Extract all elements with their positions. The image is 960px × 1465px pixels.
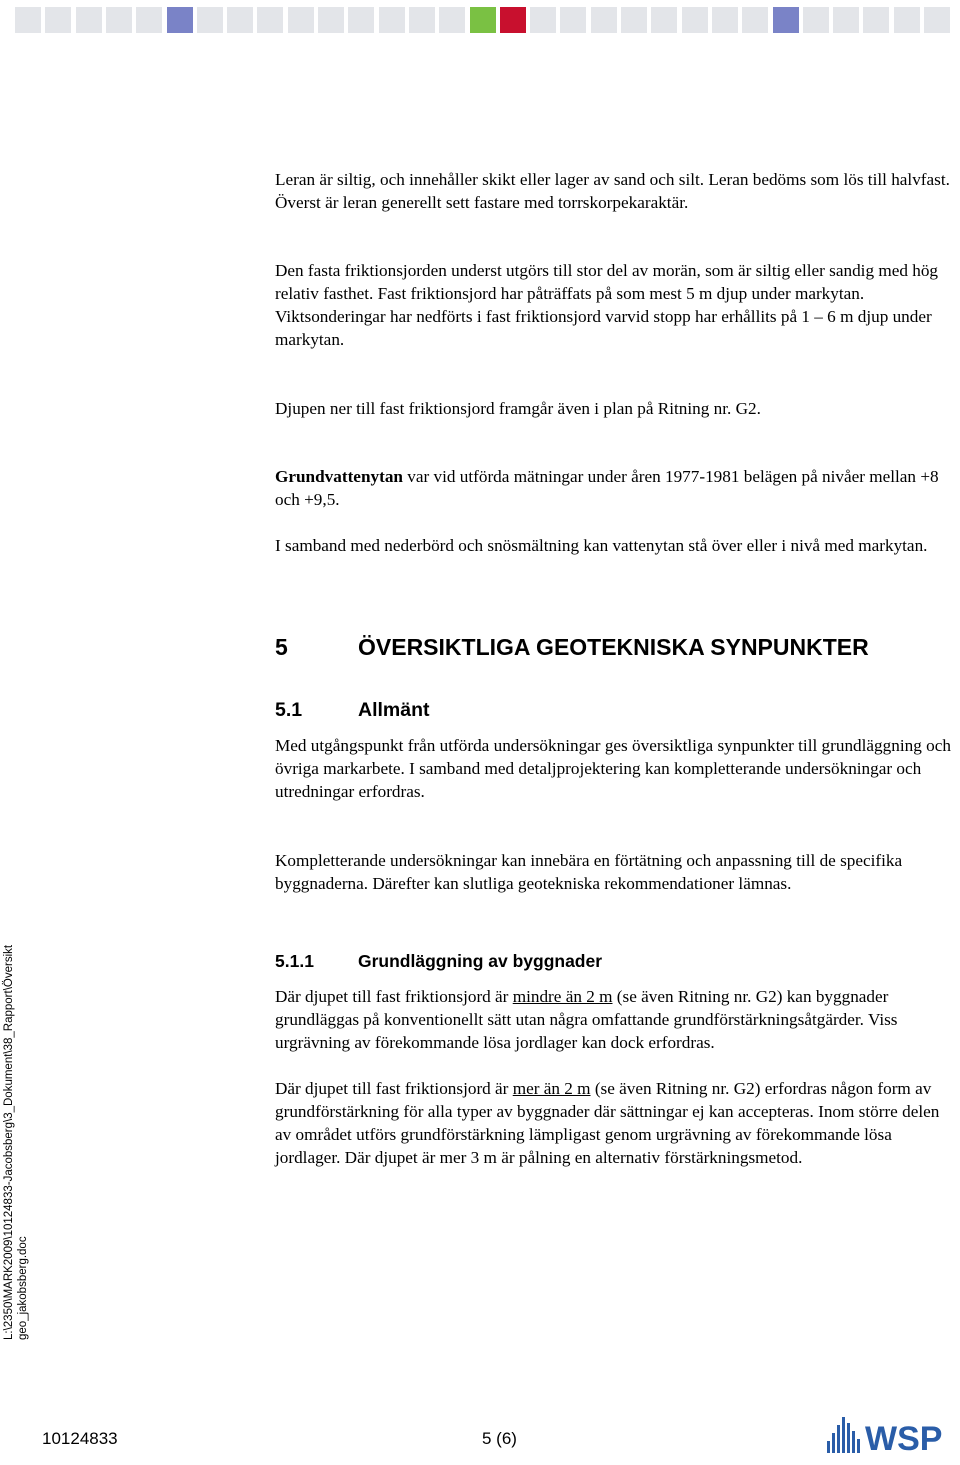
body-text (275, 168, 955, 214)
paragraph-supplementary-wrap (275, 849, 955, 895)
wsp-logo (827, 1411, 957, 1459)
file-path-line-2: geo_jakobsberg.doc (17, 1236, 29, 1340)
top-bar-square (15, 7, 41, 33)
top-bar-square (318, 7, 344, 33)
paragraph-general-wrap (275, 734, 955, 803)
top-bar-square (621, 7, 647, 33)
paragraph-depth: Djupen ner till fast friktionsjord framgår även i plan på Ritning nr. G2. (275, 399, 761, 418)
deep-text-a: Där djupet till fast friktionsjord är (275, 1079, 513, 1098)
groundwater-text: var vid utförda mätningar under åren 1977-1981 belägen på nivåer mellan +8 och +9,5. (275, 467, 939, 509)
paragraph-friction-soil: Den fasta friktionsjorden underst utgörs till stor del av morän, som är siltig eller sandig med hög relativ fasthet. Fast friktionsjord har påträffats på som mest 5 m djup under markytan. Viktsonderingar har nedförts i fast friktionsjord varvid stopp har erhållits på 1 – 6 m djup under markytan. (275, 261, 939, 349)
top-bar-square (682, 7, 708, 33)
top-bar-square (409, 7, 435, 33)
section-5-1-number: 5.1 (275, 699, 303, 721)
top-bar-square (591, 7, 617, 33)
top-bar-square (530, 7, 556, 33)
top-bar-square (833, 7, 859, 33)
section-5-1-1-title: Grundläggning av byggnader (358, 951, 603, 971)
top-bar-square (76, 7, 102, 33)
top-bar-square (712, 7, 738, 33)
top-bar-square (863, 7, 889, 33)
top-bar-square (924, 7, 950, 33)
paragraph-friction-soil-wrap (275, 259, 955, 351)
shallow-underlined: mindre än 2 m (512, 987, 613, 1006)
paragraph-depth-wrap (275, 397, 955, 420)
section-5-number: 5 (275, 634, 288, 660)
wsp-logo-text: WSP (865, 1420, 943, 1458)
deep-text-b: (se även Ritning nr. G2) erfordras någon form av grundförstärkning för alla typer av byggnader där sättningar ej kan accepteras. Inom större delen av området utförs grundförstärkning lämpligast genom urgrävning av förekommande lösa jordlager. Där djupet är mer 3 m är pålning en alternativ förstärkningsmetod. (275, 1079, 940, 1167)
section-5-title: ÖVERSIKTLIGA GEOTEKNISKA SYNPUNKTER (358, 634, 869, 660)
paragraph-snowmelt-wrap (275, 534, 955, 557)
paragraph-clay: Leran är siltig, och innehåller skikt eller lager av sand och silt. Leran bedöms som lös till halvfast. Överst är leran generellt sett fastare med torrskorpekaraktär. (275, 170, 950, 212)
top-bar-square (106, 7, 132, 33)
top-bar-square (167, 7, 193, 33)
section-5-1-title: Allmänt (358, 699, 430, 721)
paragraph-deep (275, 1077, 955, 1169)
top-bar-square (197, 7, 223, 33)
top-bar-square (288, 7, 314, 33)
section-5-1-1-number: 5.1.1 (275, 951, 314, 971)
file-path-sidebar (2, 945, 30, 1340)
paragraph-shallow-wrap (275, 985, 955, 1054)
top-bar-square (500, 7, 526, 33)
wsp-logo-mark-icon (827, 1417, 860, 1453)
paragraph-supplementary: Kompletterande undersökningar kan innebära en förtätning och anpassning till de specifika byggnaderna. Därefter kan slutliga geotekniska rekommendationer lämnas. (275, 851, 903, 893)
shallow-text-b: (se även Ritning nr. G2) kan byggnader grundläggas på konventionellt sätt utan några omfattande grundförstärkningsåtgärder. Viss urgrävning av förekommande lösa jordlager kan dock erfordras. (275, 987, 898, 1052)
groundwater-term: Grundvattenytan (275, 467, 403, 486)
top-bar-square (227, 7, 253, 33)
paragraph-snowmelt: I samband med nederbörd och snösmältning kan vattenytan stå över eller i nivå med markytan. (275, 536, 928, 555)
deep-underlined: mer än 2 m (512, 1079, 591, 1098)
paragraph-deep-wrap (275, 1077, 955, 1169)
top-bar-square (651, 7, 677, 33)
top-bar-square (742, 7, 768, 33)
footer-page-number: 5 (6) (482, 1429, 517, 1448)
file-path-line-1: L:\2350\MARK2009\10124833-Jacobsberg\3_Dokument\38_Rapport\Översikt (3, 944, 15, 1340)
top-bar-square (136, 7, 162, 33)
top-bar-square (560, 7, 586, 33)
paragraph-general: Med utgångspunkt från utförda undersökningar ges översiktliga synpunkter till grundläggning och övriga markarbete. I samband med detaljprojektering kan kompletterande undersökningar och utredningar erfordras. (275, 736, 951, 801)
footer-document-number: 10124833 (42, 1429, 118, 1448)
top-bar-square (45, 7, 71, 33)
top-color-bar (0, 7, 960, 33)
paragraph-groundwater-wrap (275, 465, 955, 511)
top-bar-square (773, 7, 799, 33)
top-bar-square (803, 7, 829, 33)
top-bar-square (257, 7, 283, 33)
top-bar-square (348, 7, 374, 33)
top-bar-square (894, 7, 920, 33)
top-bar-square (470, 7, 496, 33)
paragraph-shallow (275, 985, 955, 1054)
shallow-text-a: Där djupet till fast friktionsjord är (275, 987, 513, 1006)
top-bar-square (439, 7, 465, 33)
top-bar-square (379, 7, 405, 33)
paragraph-groundwater (275, 465, 955, 511)
